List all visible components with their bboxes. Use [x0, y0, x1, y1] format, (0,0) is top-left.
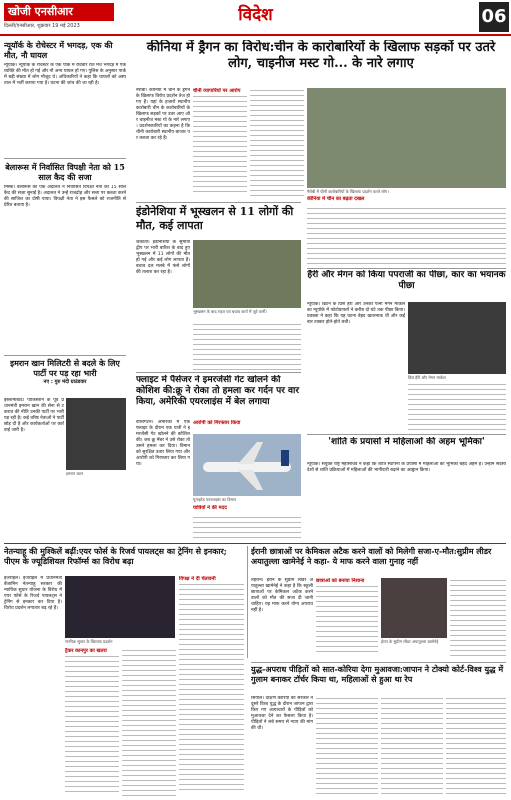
story-indonesia-col1 [136, 240, 190, 370]
headline: इमरान खान मिलिटरी से बदले के लिए पार्टी पर पड़ रहा भारी [10, 358, 120, 378]
story-iran-col2 [316, 578, 378, 660]
khamenei-photo [381, 578, 447, 638]
story-netanyahu-col1 [4, 576, 62, 796]
story-belarus [4, 162, 126, 352]
body-lines [316, 584, 378, 656]
photo-caption: इमरान खान [66, 471, 84, 476]
body-text: न्यूयॉर्क। न्यूयॉर्क के रोचेस्टर के एक पार्क में रविवार रात मचे भगदड़ में एक व्यक्ति की मौत हो गई और नौ अन्य घायल हो गए। पुलिस के अनुसार पार्क में बड़ी संख्या में लोग मौजूद थे। अधिकारियों ने कहा कि घायलों को अस्पताल में भर्ती कराया गया है। घटना की जांच की जा रही है। [4, 63, 126, 86]
story-war-col3 [381, 696, 443, 796]
body-lines [408, 382, 506, 432]
story-war-col4 [446, 696, 506, 796]
story-harry-col1 [307, 302, 405, 432]
story-iran-col1 [251, 578, 313, 660]
body-text: इजराइल। इजराइल में प्रधानमंत्री बेंजामिन नेतन्याहू सरकार की न्यायिक सुधार योजना के विरोध में एयर फोर्स के रिजर्व पायलट्स ने ट्रेनिंग से इनकार कर दिया है। विरोध प्रदर्शन लगातार बढ़ रहे हैं। [4, 576, 62, 611]
brand-logo: खोजी एनसीआर [4, 3, 114, 21]
body-lines [307, 206, 506, 266]
story-flight-col1 [136, 420, 190, 540]
story-war-headline [251, 664, 506, 694]
story-imran-body [4, 398, 64, 538]
headline: नेतन्याहू की मुश्किलें बढ़ीं:एयर फोर्स के रिजर्व पायलट्स का ट्रेनिंग से इनकार; पीएम के ज्यूडिशियल रिफॉर्म्स का विरोध बढ़ा [4, 546, 227, 566]
story-flight-sub2 [193, 505, 301, 515]
body-text: न्यूयॉर्क। ब्रिटेन के प्रिंस हैरी और उनकी पत्नी मेगन मार्कल का न्यूयॉर्क में फोटोग्राफरों ने करीब दो घंटे तक पीछा किया। प्रवक्ता ने कहा कि यह घटना बेहद खतरनाक थी और कई बार टक्कर होते-होते बची। [307, 302, 405, 325]
masthead [0, 0, 511, 36]
body-lines [381, 696, 443, 796]
divider [307, 434, 506, 435]
story-netanyahu-col2 [65, 648, 119, 796]
story-netanyahu-headline [4, 546, 244, 574]
story-kenya-col3 [250, 88, 304, 198]
story-iran-col3 [450, 578, 506, 660]
story-war-col2 [316, 696, 378, 796]
story-indonesia-col2 [193, 322, 301, 370]
airplane-icon [193, 434, 301, 496]
body-text: इस्लामाबाद। पाकिस्तान के पूर्व प्रधानमंत्री इमरान खान की सेना से टकराव की नीति उनकी पार्टी पर भारी पड़ रही है। कई वरिष्ठ नेताओं ने पार्टी छोड़ दी है और कार्यकर्ताओं पर कार्रवाई जारी है। [4, 398, 64, 433]
story-imran-head [4, 358, 126, 398]
story-flight-sub1 [193, 420, 301, 432]
photo-caption: भूस्खलन के बाद राहत एवं बचाव कार्य में जुटे कर्मी। [193, 309, 267, 314]
headline: 'शांति के प्रयासों में महिलाओं की अहम भूमिका' [328, 437, 485, 447]
issue-date: दिल्ली/एनसीआर, शुक्रवार 19 मई 2023 [4, 23, 80, 29]
body-text: मिंस्क। बेलारूस की एक अदालत ने निर्वासित विपक्षी नेता को 15 साल कैद की सजा सुनाई है। अदालत ने उन्हें राजद्रोह और सत्ता पर कब्जा करने की साजिश का दोषी पाया। विपक्षी नेता ने इस फैसले को राजनीति से प्रेरित बताया है। [4, 185, 126, 208]
section-title: विदेश [238, 5, 273, 25]
photo-caption: यूनाइटेड एयरलाइंस का विमान [193, 497, 237, 502]
story-harry-headline [307, 270, 506, 300]
body-text: वाशिंगटन। अमेरिका में एक फ्लाइट के दौरान एक यात्री ने इमरजेंसी गेट खोलने की कोशिश की। जब क्रू मेंबर ने उसे रोका तो उसने हमला कर दिया। विमान को सुरक्षित उतार लिया गया और आरोपी को गिरफ्तार कर लिया गया। [136, 420, 190, 467]
divider [4, 543, 506, 544]
body-lines [179, 582, 244, 792]
subhead: ट्रैकर कानपुर का खतरा [65, 648, 107, 654]
harry-meghan-photo [408, 302, 506, 374]
story-kenya-headline [136, 40, 506, 86]
protest-photo [65, 576, 175, 638]
photo-caption: ईरान के सुप्रीम लीडर अयातुल्ला खामेनेई [381, 639, 439, 644]
body-lines [193, 515, 301, 540]
story-kenya-sub2 [307, 196, 506, 206]
story-kenya-col2 [193, 88, 247, 198]
story-flight-headline [136, 375, 304, 419]
subhead: छात्राओं को बनाया निशाना [316, 578, 365, 584]
headline: ईरानी छात्राओं पर केमिकल अटैक करने वालों को मिलेगी सजा-ए-मौत:सुप्रीम लीडर अयातुल्ला खामेनेई ने कहा- ये माफ करने वाला गुनाह नहीं [251, 546, 492, 566]
headline: बेलारूस में निर्वासित विपक्षी नेता को 15 साल कैद की सजा [5, 162, 125, 182]
story-harry-col2 [408, 382, 506, 432]
subhead: चीनी व्यापारियों पर आरोप [193, 88, 241, 94]
headline: कीनिया में ड्रैगन का विरोध:चीन के कारोबारियों के खिलाफ सड़कों पर उतरे लोग, चाइनीज मस्ट गो... के नारे लगाए [146, 40, 496, 71]
divider [251, 662, 506, 663]
body-lines [446, 696, 506, 796]
body-text: न्यूयॉर्क। संयुक्त राष्ट्र महासचिव ने कहा कि शांति स्थापना के प्रयासों में महिलाओं की भूमिका बेहद अहम है। उन्होंने सदस्य देशों से शांति प्रक्रियाओं में महिलाओं की भागीदारी बढ़ाने का आह्वान किया। [307, 462, 506, 473]
divider [4, 355, 126, 356]
divider [136, 372, 301, 373]
subhead: यात्रियों ने की मदद [193, 505, 227, 511]
story-flight-col2 [193, 515, 301, 540]
body-lines [193, 322, 301, 370]
story-iran-headline [251, 546, 506, 576]
body-lines [250, 88, 304, 198]
headline: युद्ध-अपराध पीड़ितों को सात-कोरिया देगा मुआवजा:जापान ने टोक्यो कोर्ट-विश्व युद्ध में गुलाम बनाकर टॉर्चर किया था, महिलाओं से हुआ था रेप [251, 664, 504, 684]
headline: फ्लाइट में पैसेंजर ने इमरजेंसी गेट खोलने की कोशिश की:क्रू ने रोका तो हमला कर गर्दन पर वार किया, अमेरिकी एयरलाइंस में बेल लगाया [136, 375, 300, 407]
airplane-photo [193, 434, 301, 496]
body-text: जकार्ता। इंडोनेशिया के सुमात्रा द्वीप पर भारी बारिश के बाद हुए भूस्खलन में 11 लोगों की मौत हो गई और कई लोग लापता हैं। बचाव दल मलबे में फंसे लोगों की तलाश कर रहा है। [136, 240, 190, 275]
body-lines [193, 94, 247, 194]
photo-caption: नैरोबी में चीनी कारोबारियों के खिलाफ प्रदर्शन करते लोग। [307, 189, 389, 194]
subhead: विपक्ष ने दी चेतावनी [179, 576, 216, 582]
subhead: आरोपी को गिरफ्तार किया [193, 420, 241, 426]
divider [136, 202, 301, 203]
subhead: कीनिया में चीन का बढ़ता दखल [307, 196, 365, 202]
headline: इंडोनेशिया में भूस्खलन से 11 लोगों की मौत, कई लापता [136, 205, 294, 232]
landslide-photo [193, 240, 301, 308]
body-lines [316, 696, 378, 796]
story-women-headline [307, 437, 506, 461]
imran-photo [66, 398, 126, 470]
story-indonesia-headline [136, 205, 301, 239]
body-lines [450, 578, 506, 660]
body-lines [122, 648, 176, 796]
photo-caption: प्रिंस हैरी और मेगन मार्कल [408, 375, 446, 380]
body-lines [65, 654, 119, 792]
story-kenya-col4 [307, 206, 506, 266]
body-text: नैरोबी। कीनिया में चीन के ड्रैगन के खिलाफ विरोध प्रदर्शन तेज हो गए हैं। यहां के हजारों स्थानीय कारोबारी चीन के कारोबारियों के खिलाफ सड़कों पर उतर आए और चाइनीज मस्ट गो के नारे लगाए। प्रदर्शनकारियों का कहना है कि चीनी कारोबारी स्थानीय बाजार पर कब्जा कर रहे हैं। [136, 88, 190, 141]
divider [307, 268, 506, 269]
body-text: सियोल। दक्षिण कोरिया की सरकार ने दूसरे विश्व युद्ध के दौरान जापान द्वारा किए गए अत्याचारों के पीड़ितों को मुआवजा देने का फैसला किया है। पीड़ितों ने लंबे समय से न्याय की मांग की थी। [251, 696, 313, 731]
story-women-body [307, 462, 506, 540]
divider [247, 546, 248, 658]
divider [4, 158, 126, 159]
page-number: 06 [479, 2, 509, 32]
headline: हैरी और मेगन को किया पपराजी का पीछा, कार का भयानक पीछा [307, 270, 506, 291]
dateline: नए : गुरु मंदी ग्राउंडवार [43, 379, 87, 385]
story-netanyahu-col4 [179, 576, 244, 796]
story-war-col1 [251, 696, 313, 796]
kenya-protest-photo [307, 88, 506, 188]
headline: न्यूयॉर्क के रोचेस्टर में भगदड़, एक की मौत, नौ घायल [4, 40, 113, 60]
body-text: तेहरान। ईरान के सुप्रीम लीडर अयातुल्ला खामेनेई ने कहा है कि स्कूली छात्राओं पर केमिकल अटैक करने वालों को मौत की सजा दी जानी चाहिए। यह माफ करने योग्य अपराध नहीं है। [251, 578, 313, 613]
story-kenya-col1 [136, 88, 190, 198]
photo-caption: न्यायिक सुधार के खिलाफ प्रदर्शन [65, 639, 113, 644]
story-netanyahu-col3 [122, 648, 176, 796]
